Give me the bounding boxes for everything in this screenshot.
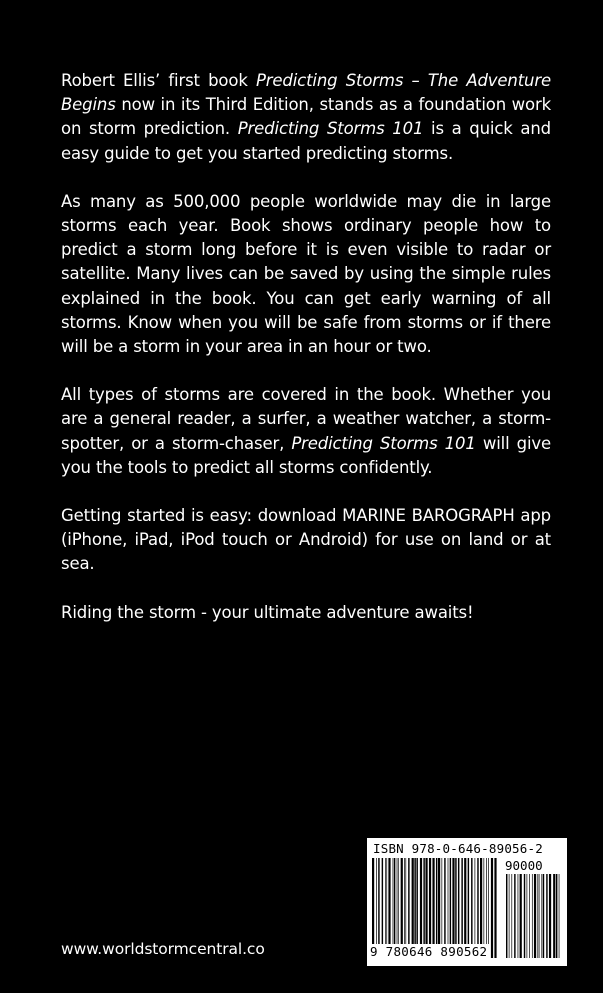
paragraph-intro: Robert Ellis’ first book Predicting Storms – The Adventure Begins now in its Third Edition, stands as a foundation work on storm prediction. Predicting Storms 101 is a quick and easy guide to get you started predicting storms. (61, 71, 551, 163)
barcode-bar (372, 858, 374, 958)
ean-bars (371, 858, 499, 958)
paragraph-app: Getting started is easy: download MARINE BAROGRAPH app (iPhone, iPad, iPod touch or Android) for use on land or at sea. (61, 506, 551, 574)
barcode-bar (382, 858, 383, 958)
barcode-bar (450, 858, 451, 958)
barcode-bar (398, 858, 399, 958)
addon-code: 90000 (505, 858, 543, 873)
barcode-bar (468, 858, 469, 958)
isbn-label: ISBN 978-0-646-89056-2 (373, 841, 543, 856)
barcode-bar (438, 858, 440, 958)
barcode-bar (532, 874, 533, 958)
barcode-bar (393, 858, 394, 958)
barcode-bar (506, 874, 507, 958)
barcode-bar (420, 858, 422, 958)
barcode-bar (423, 858, 424, 958)
barcode-bar (529, 874, 530, 958)
barcode-bar (488, 858, 489, 958)
barcode-bar (458, 858, 459, 958)
barcode-bar (471, 858, 472, 958)
barcode-bar (518, 874, 519, 958)
barcode-bar (394, 858, 395, 958)
barcode-bar (386, 858, 387, 958)
barcode-bar (444, 858, 445, 958)
barcode-bar (455, 858, 456, 958)
barcode-bar (537, 874, 538, 958)
barcode-bar (543, 874, 544, 958)
barcode-bar (429, 858, 431, 958)
back-cover-blurb (61, 69, 551, 649)
barcode-bar (432, 858, 434, 958)
barcode-bar (524, 874, 525, 958)
barcode-bar (448, 858, 449, 958)
barcode-bar (534, 874, 536, 958)
barcode-bar (514, 874, 515, 958)
barcode-bar (541, 874, 542, 958)
barcode-bar (539, 874, 540, 958)
barcode-bar (509, 874, 510, 958)
barcode-bar (378, 858, 379, 958)
barcode-bar (553, 874, 555, 958)
book-title-101-repeat: Predicting Storms 101 (291, 433, 476, 453)
paragraph-deaths: As many as 500,000 people worldwide may die in large storms each year. Book shows ordinary people how to predict a storm long before it is even visible to radar or satellite. Many lives can be saved by using the simple rules explained in the book. You can get early warning of all storms. Know when you will be safe from storms or if there will be a storm in your area in an hour or two. (61, 191, 551, 357)
book-title-101: Predicting Storms 101 (237, 119, 424, 139)
barcode-bar (408, 858, 409, 958)
barcode-bar (452, 858, 454, 958)
barcode-bar (494, 858, 496, 958)
barcode-bar (397, 858, 398, 958)
barcode-bar (491, 858, 493, 958)
barcode-bar (436, 858, 437, 958)
barcode-bar (412, 858, 414, 958)
barcode-bar (385, 858, 386, 958)
barcode-bar (405, 858, 406, 958)
barcode-bar (527, 874, 528, 958)
book-title-adventure-begins: Predicting Storms – The Adventure Begins (61, 71, 551, 115)
barcode-bar (404, 858, 405, 958)
barcode-bar (546, 874, 547, 958)
paragraph-storm-types: All types of storms are covered in the book. Whether you are a general reader, a surfer, a weather watcher, a storm-spotter, or a storm-chaser, Predicting Storms 101 will give you the tools to predict all storms confidently. (61, 385, 552, 477)
paragraph-tagline: Riding the storm - your ultimate adventure awaits! (61, 602, 474, 622)
barcode-bar (556, 874, 557, 958)
barcode-bar (486, 858, 487, 958)
barcode-bar (549, 874, 551, 958)
barcode-bar (464, 858, 466, 958)
addon-bars (505, 874, 563, 958)
ean-digits: 9 780646 890562 (370, 944, 488, 959)
barcode-bar (416, 858, 417, 958)
barcode-bar (511, 874, 512, 958)
barcode-bar (559, 874, 560, 958)
barcode-bar (425, 858, 427, 958)
barcode-bar (388, 858, 390, 958)
barcode-bar (414, 858, 415, 958)
barcode-bar (477, 858, 478, 958)
isbn-barcode (367, 838, 567, 966)
barcode-bar (376, 858, 377, 958)
barcode-bar (475, 858, 476, 958)
barcode-bar (484, 858, 485, 958)
barcode-bar (401, 858, 403, 958)
barcode-bar (520, 874, 522, 958)
barcode-bar (480, 858, 482, 958)
barcode-bar (442, 858, 443, 958)
barcode-bar (461, 858, 462, 958)
website-url[interactable]: www.worldstormcentral.co (61, 940, 265, 958)
